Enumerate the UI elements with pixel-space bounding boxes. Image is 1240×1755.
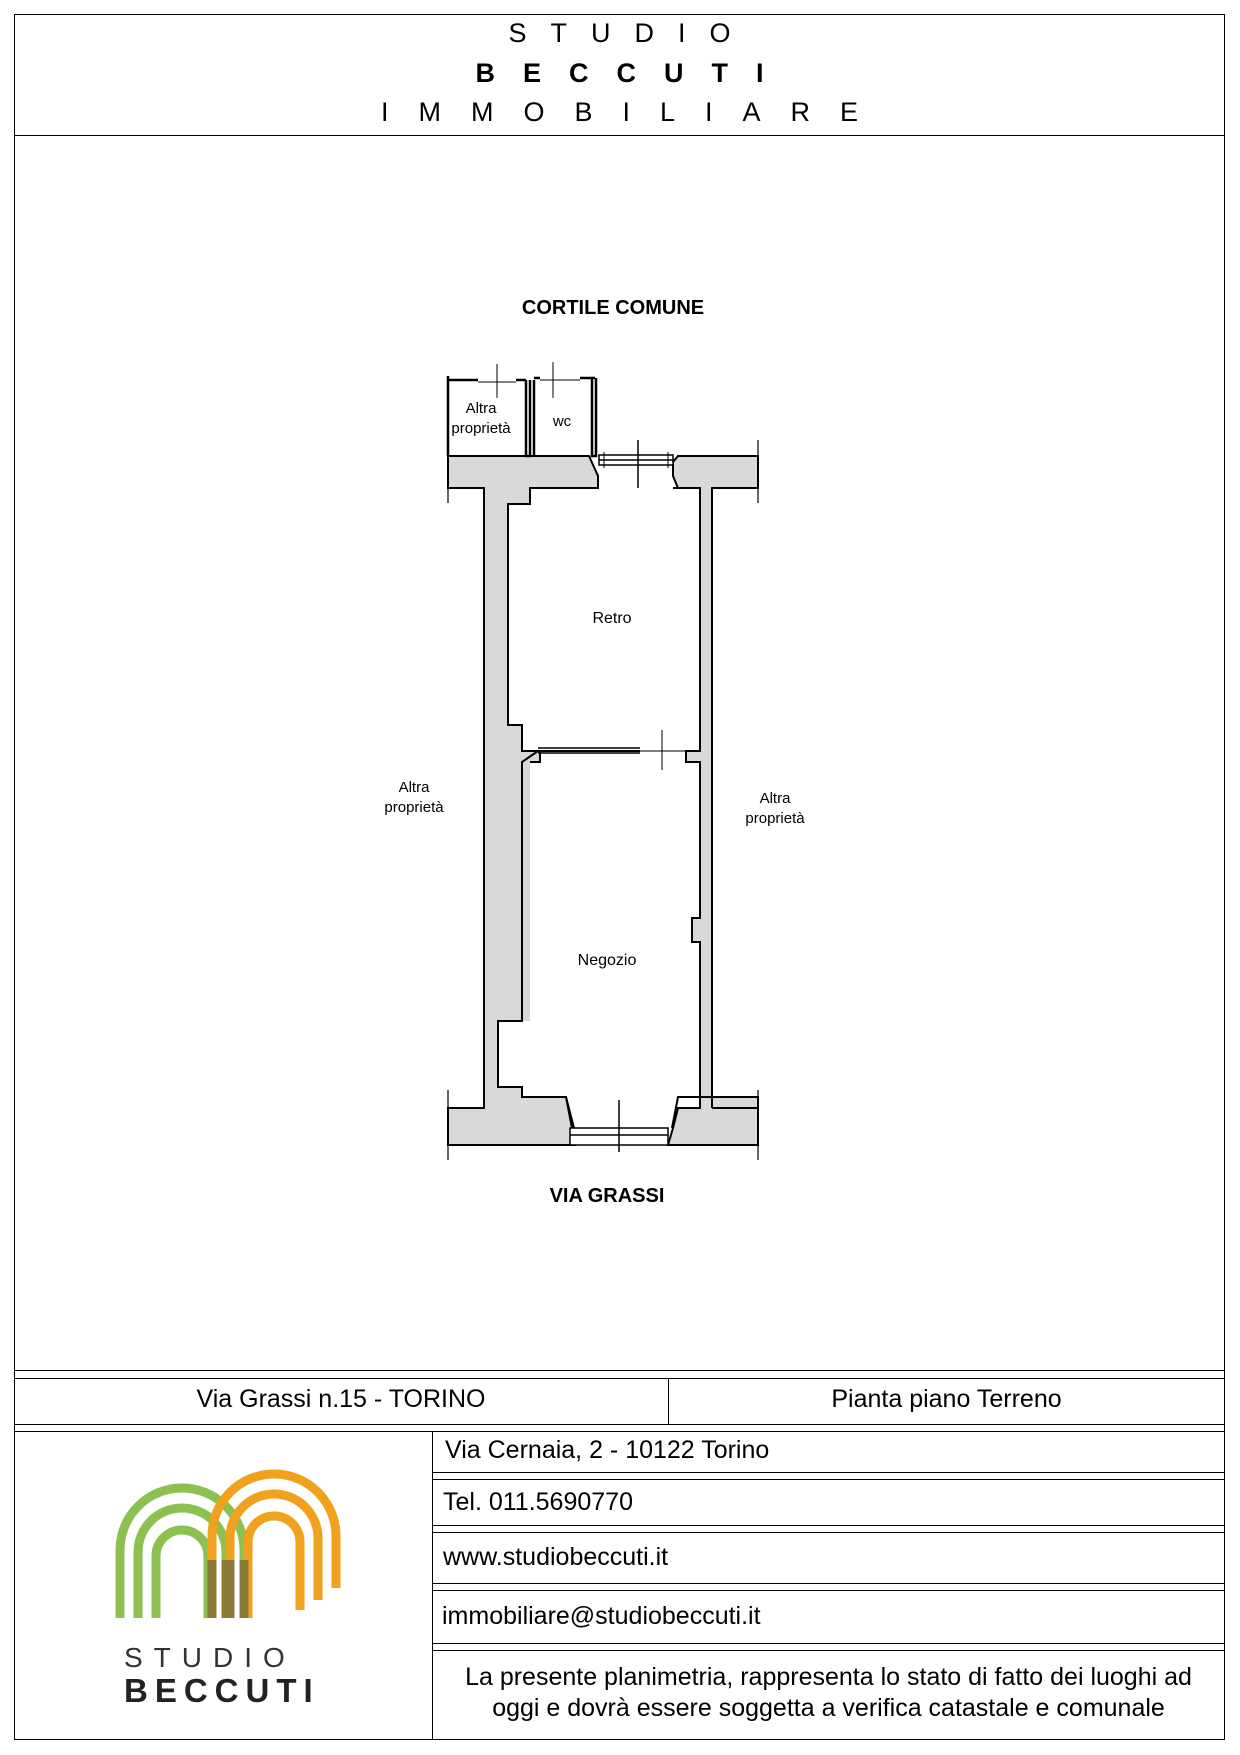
header-studio: STUDIO (508, 18, 755, 48)
header-immobiliare: IMMOBILIARE (380, 97, 889, 127)
info-line-2b (432, 1532, 1225, 1533)
header-beccuti: BECCUTI (475, 58, 792, 88)
info-line-1a (432, 1472, 1225, 1473)
info-line-4b (432, 1650, 1225, 1651)
other-property-top-line1: Altra (465, 400, 497, 417)
logo-orange-arch-3 (248, 1516, 300, 1618)
office-email: immobiliare@studiobeccuti.it (442, 1602, 761, 1630)
info-line-2a (432, 1525, 1225, 1526)
property-address: Via Grassi n.15 - TORINO (196, 1385, 486, 1413)
other-property-right-line2: proprietà (745, 810, 805, 827)
logo-green-arch-3 (156, 1530, 208, 1618)
bottom-street-label: VIA GRASSI (549, 1185, 665, 1207)
top-street-label: CORTILE COMUNE (521, 297, 705, 319)
info-line-4a (432, 1643, 1225, 1644)
disclaimer (432, 1662, 1225, 1724)
office-phone: Tel. 011.5690770 (443, 1488, 633, 1516)
logo-word-beccuti: BECCUTI (124, 1672, 320, 1709)
studio-beccuti-logo (100, 1460, 360, 1635)
other-property-left-line2: proprietà (384, 799, 444, 816)
office-website: www.studiobeccuti.it (443, 1543, 669, 1571)
disclaimer-line1: La presente planimetria, rappresenta lo stato di fatto dei luoghi ad (465, 1663, 1192, 1691)
logo-word-studio: STUDIO (124, 1642, 296, 1673)
info-line-3b (432, 1590, 1225, 1591)
disclaimer-line2: oggi e dovrà essere soggetta a verifica catastale e comunale (492, 1694, 1165, 1722)
titleblock-top-line2 (14, 1378, 1225, 1379)
drawing-title: Pianta piano Terreno (831, 1385, 1062, 1413)
other-property-left-line1: Altra (398, 779, 430, 796)
info-line-3a (432, 1583, 1225, 1584)
wall-top-right (673, 456, 758, 1097)
window-top (599, 440, 673, 488)
window-bottom (570, 1100, 668, 1152)
room-wc-label: wc (552, 413, 572, 430)
right-inner-outline (672, 488, 700, 1128)
titleblock-top-line1 (14, 1370, 1225, 1371)
info-line-1b (432, 1479, 1225, 1480)
other-property-right-line1: Altra (759, 790, 791, 807)
office-address: Via Cernaia, 2 - 10122 Torino (445, 1436, 770, 1464)
titleblock-mid-line2 (14, 1431, 1225, 1432)
titleblock-mid-line1 (14, 1424, 1225, 1425)
room-negozio-label: Negozio (577, 952, 637, 969)
room-retro-label: Retro (592, 610, 632, 627)
other-property-top-line2: proprietà (451, 420, 511, 437)
